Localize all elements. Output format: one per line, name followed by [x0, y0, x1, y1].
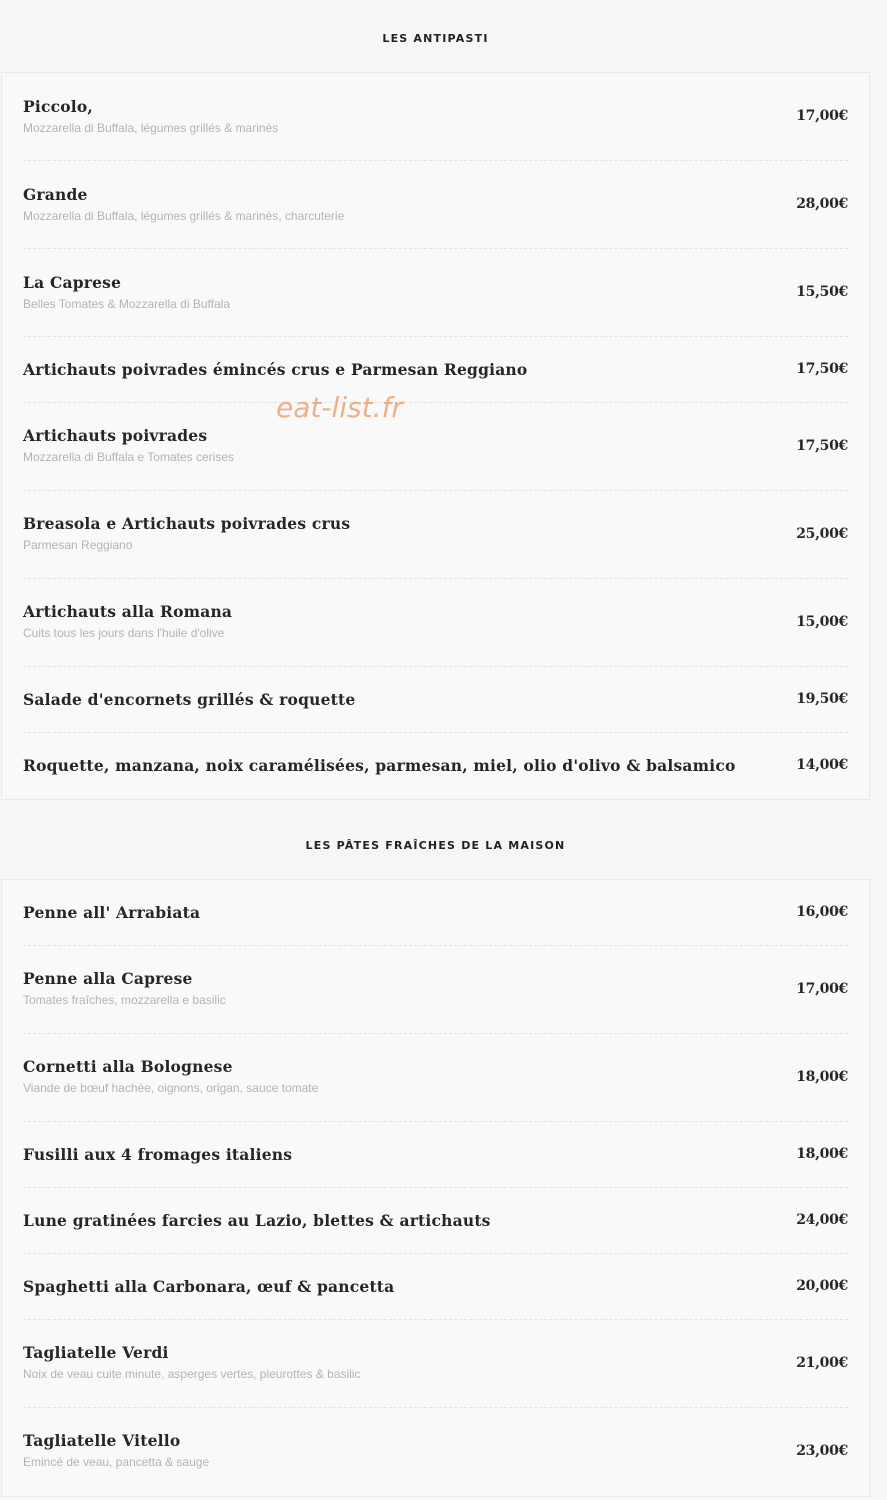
menu-item — [23, 249, 848, 337]
item-name: Artichauts poivrades — [23, 426, 208, 445]
item-price: 15,50€ — [796, 284, 848, 300]
item-name: Piccolo, — [23, 97, 93, 116]
item-name: Breasola e Artichauts poivrades crus — [23, 514, 351, 533]
item-price: 17,50€ — [796, 361, 848, 377]
menu-item — [23, 337, 848, 403]
item-price: 25,00€ — [796, 526, 848, 542]
menu-item — [23, 946, 848, 1034]
menu-item — [23, 667, 848, 733]
menu-item — [23, 1034, 848, 1122]
menu-item — [23, 1320, 848, 1408]
menu-item — [23, 73, 848, 161]
menu-item — [23, 491, 848, 579]
item-price: 21,00€ — [796, 1355, 848, 1371]
item-description: Noix de veau cuite minute, asperges vertes, pleurottes & basilic — [23, 1367, 361, 1381]
item-description: Mozzarella di Buffala, légumes grillés & marinés, charcuterie — [23, 209, 345, 223]
item-description: Emincé de veau, pancetta & sauge — [23, 1455, 210, 1469]
item-price: 17,50€ — [796, 438, 848, 454]
menu-item — [23, 1122, 848, 1188]
item-price: 16,00€ — [796, 904, 848, 920]
menu-item — [23, 733, 848, 799]
item-price: 23,00€ — [796, 1443, 848, 1459]
item-name: Penne all' Arrabiata — [23, 903, 201, 922]
item-description: Parmesan Reggiano — [23, 538, 133, 552]
menu-item — [23, 161, 848, 249]
item-description: Mozzarella di Buffala e Tomates cerises — [23, 450, 234, 464]
item-price: 20,00€ — [796, 1278, 848, 1294]
item-price: 18,00€ — [796, 1146, 848, 1162]
item-price: 14,00€ — [796, 757, 848, 773]
section-title-pates: LES PÂTES FRAÎCHES DE LA MAISON — [305, 839, 566, 852]
menu-card-pates — [1, 879, 870, 1497]
menu-item — [23, 1254, 848, 1320]
item-description: Mozzarella di Buffala, légumes grillés & marinés — [23, 121, 279, 135]
section-title-antipasti: LES ANTIPASTI — [382, 32, 489, 45]
item-name: Lune gratinées farcies au Lazio, blettes & artichauts — [23, 1211, 491, 1230]
item-price: 17,00€ — [796, 981, 848, 997]
item-name: Fusilli aux 4 fromages italiens — [23, 1145, 293, 1164]
item-name: Cornetti alla Bolognese — [23, 1057, 233, 1076]
item-name: Artichauts poivrades émincés crus e Parmesan Reggiano — [23, 360, 528, 379]
item-price: 17,00€ — [796, 108, 848, 124]
item-price: 19,50€ — [796, 691, 848, 707]
menu-item — [23, 880, 848, 946]
item-name: Penne alla Caprese — [23, 969, 193, 988]
item-name: La Caprese — [23, 273, 122, 292]
item-price: 18,00€ — [796, 1069, 848, 1085]
menu-item — [23, 579, 848, 667]
item-name: Spaghetti alla Carbonara, œuf & pancetta — [23, 1277, 395, 1296]
item-price: 24,00€ — [796, 1212, 848, 1228]
item-name: Artichauts alla Romana — [23, 602, 233, 621]
item-name: Tagliatelle Verdi — [23, 1343, 169, 1362]
item-description: Belles Tomates & Mozzarella di Buffala — [23, 297, 230, 311]
item-name: Tagliatelle Vitello — [23, 1431, 181, 1450]
item-name: Roquette, manzana, noix caramélisées, parmesan, miel, olio d'olivo & balsamico — [23, 756, 736, 775]
menu-item — [23, 1408, 848, 1496]
item-description: Cuits tous les jours dans l'huile d'olive — [23, 626, 225, 640]
menu-item — [23, 403, 848, 491]
menu-card-antipasti — [1, 72, 870, 800]
item-price: 28,00€ — [796, 196, 848, 212]
menu-item — [23, 1188, 848, 1254]
item-name: Grande — [23, 185, 88, 204]
item-description: Viande de bœuf hachée, oignons, origan, sauce tomate — [23, 1081, 319, 1095]
item-description: Tomates fraîches, mozzarella e basilic — [23, 993, 226, 1007]
watermark: eat-list.fr — [276, 391, 403, 424]
item-price: 15,00€ — [796, 614, 848, 630]
item-name: Salade d'encornets grillés & roquette — [23, 690, 356, 709]
